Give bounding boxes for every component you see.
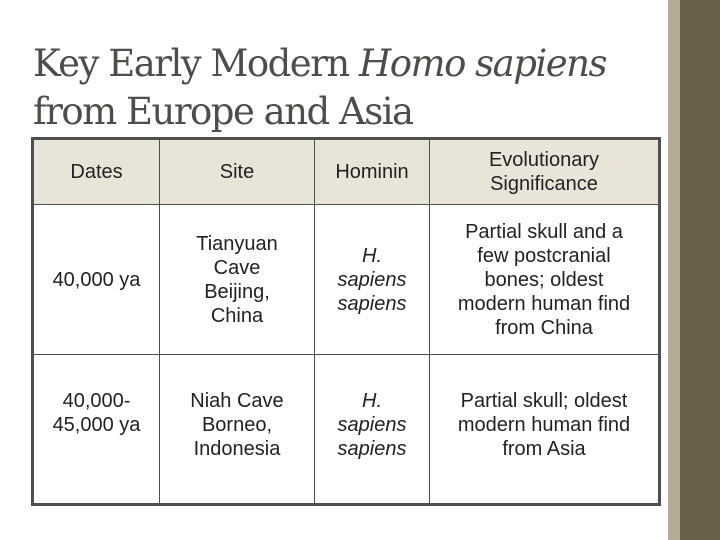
significance-line: modern human find <box>457 414 631 436</box>
date-line: 45,000 ya <box>52 414 141 436</box>
hominin-table <box>31 137 661 506</box>
significance-line: modern human find <box>457 292 631 315</box>
hominin-line: sapiens <box>337 268 407 291</box>
cell-significance <box>430 355 660 505</box>
title-line-2: from Europe and Asia <box>33 90 413 133</box>
table-row <box>33 205 660 355</box>
significance-line: bones; oldest <box>484 268 604 291</box>
date-line: 40,000- <box>62 390 131 412</box>
significance-line: from Asia <box>502 438 586 460</box>
slide-title <box>33 40 653 136</box>
cell-significance <box>430 205 660 355</box>
table-row <box>33 355 660 505</box>
table-header-row <box>33 139 660 205</box>
hominin-line: sapiens <box>337 438 407 460</box>
header-hominin: Hominin <box>315 139 430 205</box>
hominin-line: H. <box>362 390 382 412</box>
title-line-1 <box>33 40 653 88</box>
title-italic-text: Homo sapiens <box>358 42 606 85</box>
header-significance: Evolutionary Significance <box>430 139 660 205</box>
decorative-stripe-light <box>668 0 680 540</box>
hominin-line: sapiens <box>337 292 407 315</box>
header-site: Site <box>160 139 315 205</box>
cell-site <box>160 355 315 505</box>
site-line: Indonesia <box>193 438 281 460</box>
cell-site <box>160 205 315 355</box>
site-line: China <box>210 304 264 327</box>
site-line: Beijing, <box>204 280 270 303</box>
date-text: 40,000 ya <box>52 268 141 291</box>
site-line: Niah Cave <box>190 390 284 412</box>
cell-hominin <box>315 355 430 505</box>
site-line: Tianyuan <box>196 232 278 255</box>
decorative-stripe-dark <box>680 0 720 540</box>
significance-line: Partial skull and a <box>465 220 623 243</box>
cell-date <box>33 205 160 355</box>
cell-hominin <box>315 205 430 355</box>
site-line: Borneo, <box>201 414 273 436</box>
significance-line: from China <box>495 316 593 339</box>
hominin-line: sapiens <box>337 414 407 436</box>
hominin-line: H. <box>362 244 382 267</box>
significance-line: few postcranial <box>477 244 611 267</box>
site-line: Cave <box>213 256 261 279</box>
significance-line: Partial skull; oldest <box>460 390 628 412</box>
cell-date <box>33 355 160 505</box>
title-text: Key Early Modern <box>33 42 359 85</box>
header-dates: Dates <box>33 139 160 205</box>
